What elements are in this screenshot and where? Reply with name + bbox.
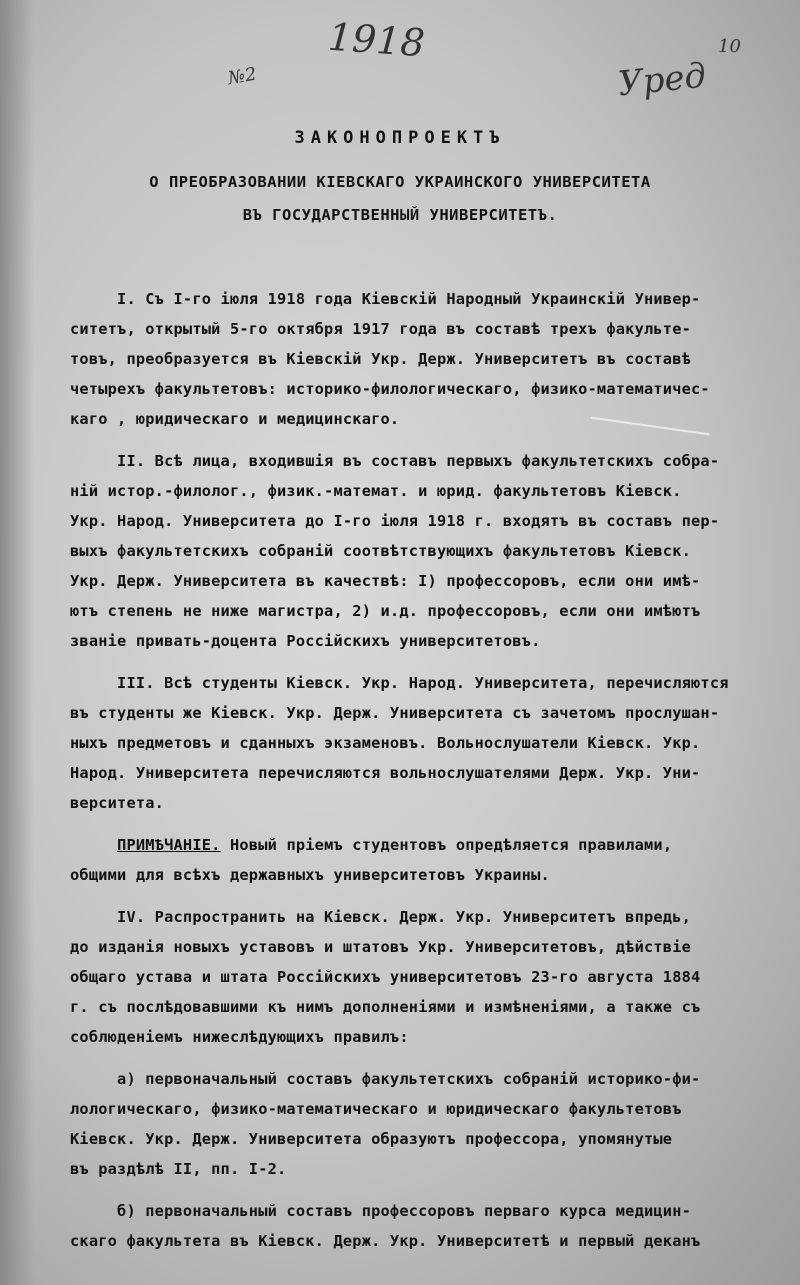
text-line: Укр. Держ. Университета въ качествѣ: I) профессоровъ, если они имѣ-: [70, 572, 701, 590]
document-subtitle: [0, 166, 800, 232]
subtitle-line: О ПРЕОБРАЗОВАНИИ КІЕВСКАГО УКРАИНСКОГО УНИВЕРСИТЕТА: [149, 173, 651, 191]
text-line: [70, 830, 795, 860]
text-line: Укр. Народ. Университета до I-го іюля 1918 г. входятъ въ составъ пер-: [70, 512, 720, 530]
text-line: скаго факультета въ Кіевск. Держ. Укр. Университетѣ и первый деканъ: [70, 1232, 701, 1250]
text-line: ныхъ предметовъ и сданныхъ экзаменовъ. Вольнослушатели Кіевск. Укр.: [70, 734, 701, 752]
text-line: а) первоначальный составъ факультетскихъ собраній историко-фи-: [70, 1070, 701, 1088]
text-line: лологическаго, физико-математическаго и юридическаго факультетовъ: [70, 1100, 682, 1118]
note-text: Новый пріемъ студентовъ опредѣляется правилами,: [220, 836, 673, 854]
note-label: ПРИМѢЧАНІЕ.: [117, 836, 221, 854]
text-line: выхъ факультетскихъ собраній соотвѣтствующихъ факультетовъ Кіевск.: [70, 542, 692, 560]
handwritten-year: 1918: [326, 14, 427, 66]
text-line: IV. Распространить на Кіевск. Держ. Укр. Университетъ впредь,: [70, 908, 692, 926]
text-line: ній истор.-филолог., физик.-математ. и юрид. факультетовъ Кіевск.: [70, 482, 682, 500]
text-line: товъ, преобразуется въ Кіевскій Укр. Держ. Университетъ въ составѣ: [70, 350, 692, 368]
handwritten-mark: №2: [226, 63, 259, 90]
paragraph-i: [70, 284, 795, 434]
text-line: общаго устава и штата Россійскихъ университетовъ 23-го августа 1884: [70, 968, 701, 986]
text-line: III. Всѣ студенты Кіевск. Укр. Народ. Университета, перечисляются: [70, 674, 729, 692]
text-line: Кіевск. Укр. Держ. Университета образуютъ профессора, упомянутые: [70, 1130, 673, 1148]
text-line: верситета.: [70, 794, 165, 812]
text-line: общими для всѣхъ державныхъ университетовъ Украины.: [70, 866, 550, 884]
text-line: до изданія новыхъ уставовъ и штатовъ Укр. Университетовъ, дѣйствіе: [70, 938, 692, 956]
paragraph-iii: [70, 668, 795, 818]
text-line: ситетъ, открытый 5-го октября 1917 года въ составѣ трехъ факульте-: [70, 320, 692, 338]
subtitle-line: ВЪ ГОСУДАРСТВЕННЫЙ УНИВЕРСИТЕТЪ.: [242, 206, 558, 224]
text-line: въ раздѣлѣ II, пп. I-2.: [70, 1160, 287, 1178]
text-line: II. Всѣ лица, входившія въ составъ первыхъ факультетскихъ собра-: [70, 452, 720, 470]
text-line: въ студенты же Кіевск. Укр. Держ. Университета съ зачетомъ прослушан-: [70, 704, 720, 722]
paragraph-iv-b: [70, 1196, 795, 1256]
text-line: б) первоначальный составъ профессоровъ перваго курса медицин-: [70, 1202, 692, 1220]
text-line: званіе привать-доцента Россійскихъ университетовъ.: [70, 632, 541, 650]
text-line: каго , юридическаго и медицинскаго.: [70, 410, 400, 428]
handwritten-note: Уред: [616, 55, 708, 105]
document-body: [70, 284, 795, 1256]
paragraph-ii: [70, 446, 795, 656]
text-line: г. съ послѣдовавшими къ нимъ дополненіями и измѣненіями, а также съ: [70, 998, 701, 1016]
text-line: I. Съ I-го іюля 1918 года Кіевскій Народный Украинскій Универ-: [70, 290, 701, 308]
paragraph-iv: [70, 902, 795, 1052]
paragraph-note: [70, 830, 795, 890]
text-line: четырехъ факультетовъ: историко-филологическаго, физико-математичес-: [70, 380, 710, 398]
text-line: ютъ степень не ниже магистра, 2) и.д. профессоровъ, если они имѣютъ: [70, 602, 701, 620]
paragraph-iv-a: [70, 1064, 795, 1184]
document-title: ЗАКОНОПРОЕКТЪ: [294, 128, 506, 148]
handwritten-page-number: 10: [718, 36, 741, 57]
text-line: Народ. Университета перечисляются вольнослушателями Держ. Укр. Уни-: [70, 764, 701, 782]
text-line: соблюденіемъ нижеслѣдующихъ правилъ:: [70, 1028, 409, 1046]
